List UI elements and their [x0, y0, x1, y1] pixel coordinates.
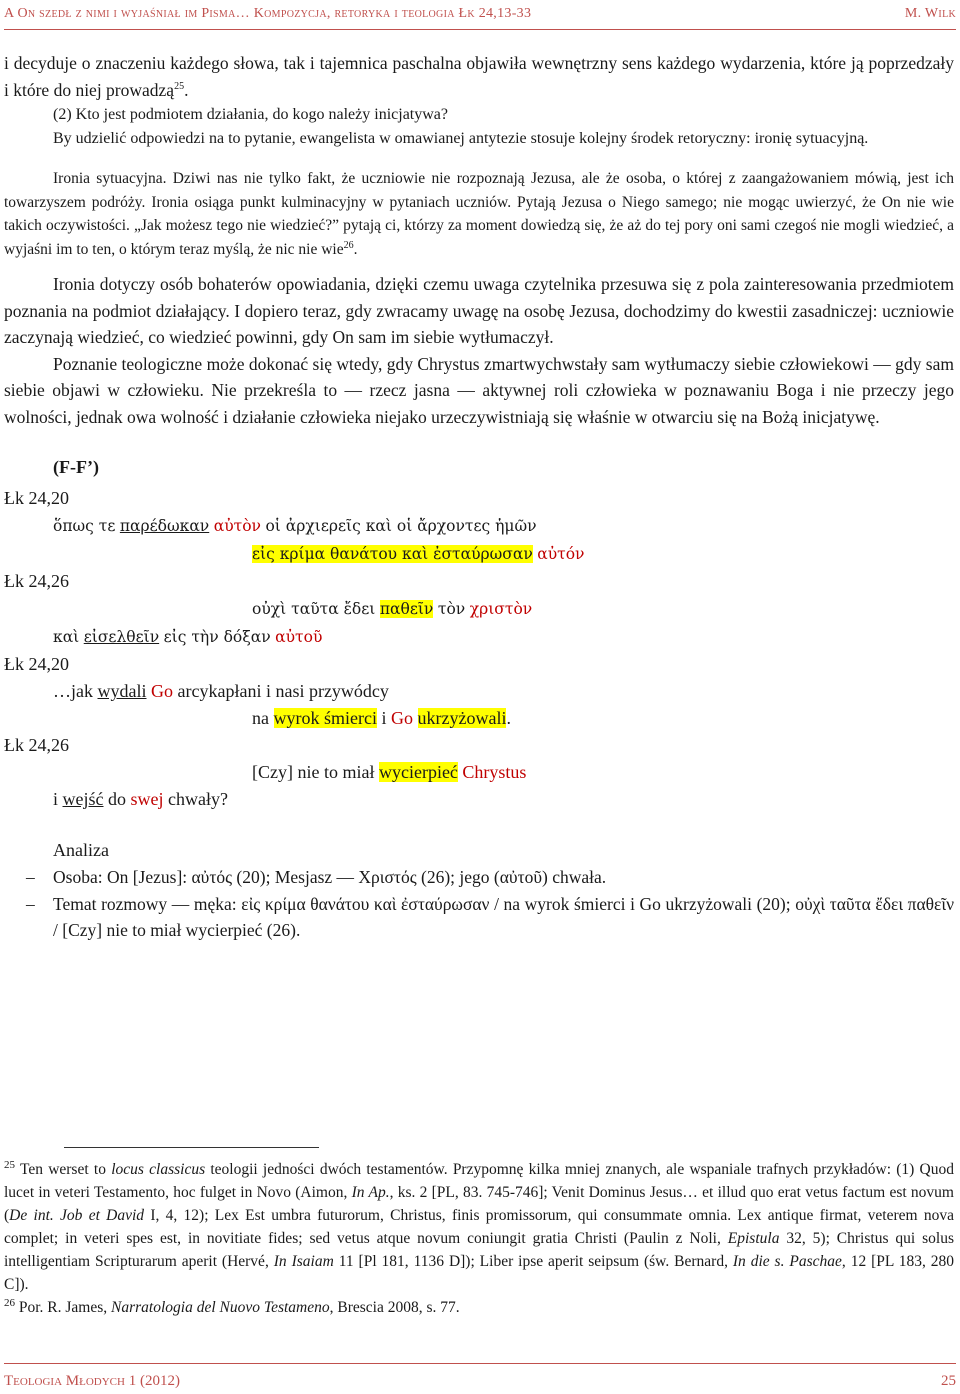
- paragraph-irony-persons: Ironia dotyczy osób bohaterów opowiadania, dzięki czemu uwaga czytelnika przesuwa się z pola zainteresowania przedmiotem poznania na podmiot działający. I dopiero teraz, gdy zwracamy uwagę na osobę Jezusa, dochodzimy do kwestii zasadniczej: uczniowie zaczynają wiedzieć, co wiedzieć powinni, gdy On sam im siebie wytłumaczył.: [4, 274, 954, 347]
- footnote-number: 25: [4, 1158, 15, 1171]
- dash-bullet: –: [26, 893, 35, 914]
- footnote-26: $^{26}$ Por. R. James, Narratologia del Nuovo Testameno, Brescia 2008, s. 77.: [4, 1296, 460, 1316]
- greek-line-3: οὐχὶ ταῦτα ἔδει παθεῖν τὸν χριστὸν: [252, 600, 533, 618]
- paragraph-theology: Poznanie teologiczne może dokonać się wtedy, gdy Chrystus zmartwychwstały sam wytłumaczy siebie człowiekowi — gdy sam siebie objawi w człowieku. Nie przekreśla to — rzecz jasna — aktywnej roli człowieka w poznawaniu Boga i nie przeczy jego wolności, jednak owa wolność i działanie człowieka niejako urzeczywistniają się właśnie w otwarciu się na Bożą inicjatywę.: [4, 353, 954, 427]
- footnote-ref-25[interactable]: 25: [174, 80, 185, 92]
- footnote-number: 26: [4, 1296, 15, 1309]
- question-heading: (2) Kto jest podmiotem działania, do kogo należy inicjatywa?: [53, 106, 448, 123]
- page-body: [4, 50, 954, 944]
- ref-luke-24-26: Łk 24,26: [4, 571, 69, 591]
- polish-line-3: [Czy] nie to miał wycierpieć Chrystus: [252, 762, 527, 782]
- running-header: [4, 2, 956, 26]
- analysis-item: – Temat rozmowy — męka: εἰς κρίμα θανάτου καὶ ἐσταύρωσαν / na wyrok śmierci i Go ukrzyżowali (20); οὐχὶ ταῦτα ἔδει παθεῖν / [Czy] nie to miał wycierpieć (26).: [4, 891, 954, 944]
- journal-title: Teologia Młodych 1 (2012): [4, 1372, 180, 1389]
- greek-line-2: εἰς κρίμα θανάτου καὶ ἐσταύρωσαν αὐτόν: [252, 545, 585, 563]
- ref-luke-24-26-pl: Łk 24,26: [4, 735, 69, 755]
- running-footer: [4, 1370, 956, 1392]
- footnote-ref-26[interactable]: 26: [343, 239, 354, 251]
- page-number: 25: [941, 1372, 956, 1389]
- footer-rule: [4, 1363, 956, 1364]
- section-heading-ff: (F-F’): [53, 457, 99, 477]
- greek-line-1: ὅπως τε παρέδωκαν αὐτὸν οἱ ἀρχιερεῖς καὶ οἱ ἄρχοντες ἡμῶν: [53, 517, 537, 535]
- polish-line-2: na wyrok śmierci i Go ukrzyżowali.: [252, 708, 511, 728]
- paragraph-continuation: i decyduje o znaczeniu każdego słowa, tak i tajemnica paschalna objawiła wewnętrzny sens każdego wydarzenia, które ją poprzedzały i które do niej prowadzą$^{25}$.: [4, 53, 954, 100]
- analysis-item: – Osoba: On [Jezus]: αὐτός (20); Mesjasz — Χριστός (26); jego (αὐτοῦ) chwała.: [4, 864, 954, 891]
- polish-line-1: …jak wydali Go arcykapłani i nasi przywódcy: [53, 681, 389, 701]
- ref-luke-24-20-pl: Łk 24,20: [4, 654, 69, 674]
- greek-line-4: καὶ εἰσελθεῖν εἰς τὴν δόξαν αὐτοῦ: [53, 628, 323, 646]
- header-rule: [4, 29, 956, 30]
- ref-luke-24-20: Łk 24,20: [4, 488, 69, 508]
- footnote-25: $^{25}$ Ten werset to locus classicus teologii jedności dwóch testamentów. Przypomnę kilka mniej znanych, ale wspaniale trafnych przykładów: (1) Quod lucet in veteri Testamento, hoc fulget in Novo (Aimon, In Ap., ks. 2 [PL, 83. 745-746]; Venit Dominus Jesus… et illud quo erat vetus factum est novum (De int. Job et David I, 4, 12); Lex Est umbra futurorum, Christus, finis promissorum, qui consummate omnia. Lex antique firmat, veterem nova complet; in veteri spes est, in novitiate fides; sed vetus atque novum coniungit gratia Christi (Paulin z Noli, Epistula 32, 5); Christus qui solus intelligentiam Scripturarum aperit (Hervé, In Isaiam 11 [Pl 181, 1136 D]); Liber ipse aperit seipsum (św. Bernard, In die s. Paschae, 12 [PL 183, 280 C]).: [4, 1158, 955, 1293]
- paragraph-rhetoric: By udzielić odpowiedzi na to pytanie, ewangelista w omawianej antytezie stosuje kolejny środek retoryczny: ironię sytuacyjną.: [53, 130, 869, 147]
- footnote-rule: [64, 1147, 319, 1148]
- header-title: A On szedł z nimi i wyjaśniał im Pisma… Kompozycja, retoryka i teologia Łk 24,13-33: [4, 6, 532, 21]
- footnotes: [4, 1158, 954, 1319]
- polish-line-4: i wejść do swej chwały?: [53, 789, 228, 809]
- paragraph-irony: Ironia sytuacyjna. Dziwi nas nie tylko fakt, że uczniowie nie rozpoznają Jezusa, ale że osoba, o której z zaangażowaniem mówią, jest ich towarzyszem podróży. Ironia osiąga punkt kulminacyjny w pytaniach uczniów. Pytają Jezusa o Niego samego; nie mogąc uwierzyć, że On nie wie takich oczywistości. „Jak możesz tego nie wiedzieć?” pytają ci, którzy za moment dowiedzą się, że aż do tej pory oni sami czegoś nie mogli wiedzieć, a wyjaśni im to ten, o którym teraz myślą, że nic nie wie$^{26}$.: [4, 170, 954, 258]
- analysis-title: Analiza: [53, 840, 109, 860]
- dash-bullet: –: [26, 867, 35, 887]
- header-author: M. Wilk: [904, 6, 956, 21]
